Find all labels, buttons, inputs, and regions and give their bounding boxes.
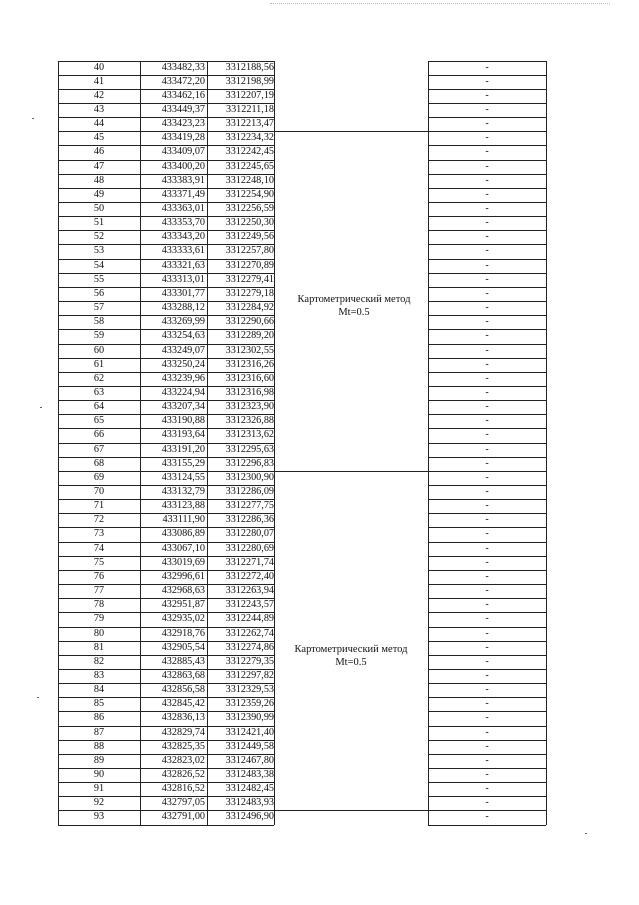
table-row xyxy=(0,75,639,89)
x-coordinate-cell: 433423,23 xyxy=(161,118,205,130)
y-coordinate-cell: 3312213,47 xyxy=(225,118,274,130)
table-row xyxy=(0,740,639,754)
table-row xyxy=(0,89,639,103)
point-number-cell: 42 xyxy=(93,89,105,101)
table-row xyxy=(0,796,639,810)
y-coordinate-cell: 3312289,20 xyxy=(225,330,274,342)
table-row xyxy=(0,372,639,386)
x-coordinate-cell: 432816,52 xyxy=(161,783,205,795)
y-coordinate-cell: 3312277,75 xyxy=(225,500,274,512)
x-coordinate-cell: 432856,58 xyxy=(161,684,205,696)
point-number-cell: 68 xyxy=(93,457,105,469)
y-coordinate-cell: 3312207,19 xyxy=(225,89,274,101)
y-coordinate-cell: 3312271,74 xyxy=(225,556,274,568)
x-coordinate-cell: 433301,77 xyxy=(161,287,205,299)
point-number-cell: 47 xyxy=(93,160,105,172)
y-coordinate-cell: 3312242,45 xyxy=(225,146,274,158)
value-cell: - xyxy=(485,287,489,299)
x-coordinate-cell: 433086,89 xyxy=(161,528,205,540)
point-number-cell: 72 xyxy=(93,514,105,526)
x-coordinate-cell: 433224,94 xyxy=(161,386,205,398)
point-number-cell: 45 xyxy=(93,132,105,144)
y-coordinate-cell: 3312211,18 xyxy=(225,103,274,115)
value-cell: - xyxy=(485,783,489,795)
x-coordinate-cell: 433249,07 xyxy=(161,344,205,356)
table-row xyxy=(0,117,639,131)
table-row xyxy=(0,344,639,358)
value-cell: - xyxy=(485,769,489,780)
value-cell: - xyxy=(485,386,489,398)
value-cell: - xyxy=(485,344,489,356)
table-row xyxy=(0,542,639,556)
value-cell: - xyxy=(485,570,489,582)
value-cell: - xyxy=(485,613,489,625)
x-coordinate-cell: 433449,37 xyxy=(161,103,205,115)
x-coordinate-cell: 433019,69 xyxy=(161,556,205,568)
value-cell: - xyxy=(485,103,489,115)
value-cell: - xyxy=(485,684,489,696)
y-coordinate-cell: 3312286,09 xyxy=(225,486,274,497)
x-coordinate-cell: 433288,12 xyxy=(161,302,205,314)
y-coordinate-cell: 3312262,74 xyxy=(225,627,274,639)
point-number-cell: 82 xyxy=(93,655,105,667)
table-row xyxy=(0,259,639,273)
y-coordinate-cell: 3312316,60 xyxy=(225,372,274,384)
point-number-cell: 71 xyxy=(93,500,105,512)
table-row xyxy=(0,782,639,796)
value-cell: - xyxy=(485,61,489,73)
y-coordinate-cell: 3312254,90 xyxy=(225,188,274,200)
y-coordinate-cell: 3312279,41 xyxy=(225,273,274,285)
table-row xyxy=(0,810,639,824)
point-number-cell: 52 xyxy=(93,231,105,243)
y-coordinate-cell: 3312274,86 xyxy=(225,641,274,653)
x-coordinate-cell: 433254,63 xyxy=(161,330,205,342)
value-cell: - xyxy=(485,471,489,483)
x-coordinate-cell: 432918,76 xyxy=(161,627,205,639)
y-coordinate-cell: 3312296,83 xyxy=(225,457,274,469)
point-number-cell: 85 xyxy=(93,698,105,710)
point-number-cell: 49 xyxy=(93,188,105,200)
value-cell: - xyxy=(485,217,489,229)
x-coordinate-cell: 433123,88 xyxy=(161,500,205,512)
point-number-cell: 70 xyxy=(93,486,105,497)
value-cell: - xyxy=(485,514,489,526)
y-coordinate-cell: 3312244,89 xyxy=(225,613,274,625)
y-coordinate-cell: 3312256,59 xyxy=(225,203,274,214)
table-row xyxy=(0,202,639,216)
x-coordinate-cell: 433383,91 xyxy=(161,174,205,186)
value-cell: - xyxy=(485,797,489,809)
x-coordinate-cell: 433462,16 xyxy=(161,89,205,101)
point-number-cell: 69 xyxy=(93,471,105,483)
point-number-cell: 46 xyxy=(93,146,105,158)
point-number-cell: 91 xyxy=(93,783,105,795)
value-cell: - xyxy=(485,146,489,158)
point-number-cell: 75 xyxy=(93,556,105,568)
value-cell: - xyxy=(485,811,489,823)
point-number-cell: 57 xyxy=(93,302,105,314)
value-cell: - xyxy=(485,528,489,540)
y-coordinate-cell: 3312248,10 xyxy=(225,174,274,186)
table-row xyxy=(0,711,639,725)
value-cell: - xyxy=(485,599,489,611)
x-coordinate-cell: 433269,99 xyxy=(161,316,205,328)
value-cell: - xyxy=(485,585,489,597)
value-cell: - xyxy=(485,203,489,214)
y-coordinate-cell: 3312280,07 xyxy=(225,528,274,540)
table-row xyxy=(0,400,639,414)
point-number-cell: 78 xyxy=(93,599,105,611)
x-coordinate-cell: 432797,05 xyxy=(161,797,205,809)
point-number-cell: 88 xyxy=(93,740,105,752)
y-coordinate-cell: 3312279,35 xyxy=(225,655,274,667)
y-coordinate-cell: 3312467,80 xyxy=(225,754,274,766)
table-row xyxy=(0,273,639,287)
x-coordinate-cell: 433239,96 xyxy=(161,372,205,384)
table-row xyxy=(0,457,639,471)
point-number-cell: 62 xyxy=(93,372,105,384)
y-coordinate-cell: 3312263,94 xyxy=(225,585,274,597)
table-row xyxy=(0,669,639,683)
value-cell: - xyxy=(485,740,489,752)
table-row xyxy=(0,414,639,428)
table-row xyxy=(0,570,639,584)
y-coordinate-cell: 3312359,26 xyxy=(225,698,274,710)
value-cell: - xyxy=(485,316,489,328)
y-coordinate-cell: 3312234,32 xyxy=(225,132,274,144)
value-cell: - xyxy=(485,655,489,667)
point-number-cell: 51 xyxy=(93,217,105,229)
y-coordinate-cell: 3312284,92 xyxy=(225,302,274,314)
value-cell: - xyxy=(485,669,489,681)
y-coordinate-cell: 3312316,98 xyxy=(225,386,274,398)
x-coordinate-cell: 433193,64 xyxy=(161,429,205,441)
y-coordinate-cell: 3312496,90 xyxy=(225,811,274,823)
point-number-cell: 79 xyxy=(93,613,105,625)
method-label-line1: Картометрический метод xyxy=(297,294,411,305)
point-number-cell: 84 xyxy=(93,684,105,696)
point-number-cell: 76 xyxy=(93,570,105,582)
x-coordinate-cell: 433132,79 xyxy=(161,486,205,497)
value-cell: - xyxy=(485,415,489,427)
method-label-line1: Картометрический метод xyxy=(294,644,408,655)
table-row xyxy=(0,145,639,159)
table-row xyxy=(0,174,639,188)
point-number-cell: 41 xyxy=(93,75,105,87)
y-coordinate-cell: 3312279,18 xyxy=(225,287,274,299)
x-coordinate-cell: 433353,70 xyxy=(161,217,205,229)
table-row xyxy=(0,216,639,230)
value-cell: - xyxy=(485,245,489,257)
point-number-cell: 64 xyxy=(93,401,105,413)
y-coordinate-cell: 3312483,38 xyxy=(225,769,274,780)
point-number-cell: 66 xyxy=(93,429,105,441)
point-number-cell: 86 xyxy=(93,712,105,724)
value-cell: - xyxy=(485,712,489,724)
value-cell: - xyxy=(485,89,489,101)
value-cell: - xyxy=(485,372,489,384)
table-row xyxy=(0,471,639,485)
table-row xyxy=(0,386,639,400)
x-coordinate-cell: 432996,61 xyxy=(161,570,205,582)
table-row xyxy=(0,485,639,499)
point-number-cell: 67 xyxy=(93,443,105,455)
value-cell: - xyxy=(485,627,489,639)
table-row xyxy=(0,513,639,527)
x-coordinate-cell: 433124,55 xyxy=(161,471,205,483)
table-row xyxy=(0,754,639,768)
table-row xyxy=(0,556,639,570)
y-coordinate-cell: 3312188,56 xyxy=(225,61,274,73)
x-coordinate-cell: 433371,49 xyxy=(161,188,205,200)
x-coordinate-cell: 433190,88 xyxy=(161,415,205,427)
x-coordinate-cell: 432823,02 xyxy=(161,754,205,766)
y-coordinate-cell: 3312270,89 xyxy=(225,259,274,271)
y-coordinate-cell: 3312449,58 xyxy=(225,740,274,752)
y-coordinate-cell: 3312326,88 xyxy=(225,415,274,427)
table-row xyxy=(0,627,639,641)
table-row xyxy=(0,244,639,258)
table-row xyxy=(0,230,639,244)
value-cell: - xyxy=(485,174,489,186)
value-cell: - xyxy=(485,457,489,469)
y-coordinate-cell: 3312249,56 xyxy=(225,231,274,243)
point-number-cell: 53 xyxy=(93,245,105,257)
value-cell: - xyxy=(485,188,489,200)
method-label-line2: Mt=0.5 xyxy=(335,657,367,668)
table-row xyxy=(0,428,639,442)
method-label-group-1 xyxy=(279,293,429,319)
x-coordinate-cell: 433111,90 xyxy=(162,514,205,526)
table-row xyxy=(0,598,639,612)
point-number-cell: 48 xyxy=(93,174,105,186)
y-coordinate-cell: 3312295,63 xyxy=(225,443,274,455)
x-coordinate-cell: 433482,33 xyxy=(161,61,205,73)
x-coordinate-cell: 432863,68 xyxy=(161,669,205,681)
value-cell: - xyxy=(485,556,489,568)
x-coordinate-cell: 432791,00 xyxy=(161,811,205,823)
x-coordinate-cell: 432836,13 xyxy=(161,712,205,724)
value-cell: - xyxy=(485,118,489,130)
point-number-cell: 61 xyxy=(93,358,105,370)
x-coordinate-cell: 433343,20 xyxy=(161,231,205,243)
table-row xyxy=(0,358,639,372)
value-cell: - xyxy=(485,429,489,441)
table-row xyxy=(0,726,639,740)
y-coordinate-cell: 3312329,53 xyxy=(225,684,274,696)
table-row xyxy=(0,131,639,145)
x-coordinate-cell: 433067,10 xyxy=(161,542,205,554)
x-coordinate-cell: 432951,87 xyxy=(161,599,205,611)
value-cell: - xyxy=(485,259,489,271)
table-row xyxy=(0,683,639,697)
table-row xyxy=(0,61,639,75)
table-row xyxy=(0,768,639,782)
x-coordinate-cell: 432968,63 xyxy=(161,585,205,597)
x-coordinate-cell: 433313,01 xyxy=(161,273,205,285)
value-cell: - xyxy=(485,542,489,554)
point-number-cell: 74 xyxy=(93,542,105,554)
x-coordinate-cell: 432935,02 xyxy=(161,613,205,625)
point-number-cell: 73 xyxy=(93,528,105,540)
value-cell: - xyxy=(485,698,489,710)
value-cell: - xyxy=(485,302,489,314)
x-coordinate-cell: 433250,24 xyxy=(161,358,205,370)
value-cell: - xyxy=(485,330,489,342)
point-number-cell: 56 xyxy=(93,287,105,299)
point-number-cell: 50 xyxy=(93,203,105,214)
point-number-cell: 54 xyxy=(93,259,105,271)
point-number-cell: 80 xyxy=(93,627,105,639)
point-number-cell: 44 xyxy=(93,118,105,130)
point-number-cell: 63 xyxy=(93,386,105,398)
x-coordinate-cell: 432885,43 xyxy=(161,655,205,667)
value-cell: - xyxy=(485,754,489,766)
x-coordinate-cell: 433155,29 xyxy=(161,457,205,469)
x-coordinate-cell: 433333,61 xyxy=(161,245,205,257)
value-cell: - xyxy=(485,273,489,285)
x-coordinate-cell: 433207,34 xyxy=(161,401,205,413)
x-coordinate-cell: 433400,20 xyxy=(161,160,205,172)
value-cell: - xyxy=(485,132,489,144)
point-number-cell: 83 xyxy=(93,669,105,681)
point-number-cell: 93 xyxy=(93,811,105,823)
x-coordinate-cell: 433321,63 xyxy=(161,259,205,271)
point-number-cell: 89 xyxy=(93,754,105,766)
y-coordinate-cell: 3312302,55 xyxy=(225,344,274,356)
x-coordinate-cell: 433191,20 xyxy=(161,443,205,455)
y-coordinate-cell: 3312257,80 xyxy=(225,245,274,257)
point-number-cell: 60 xyxy=(93,344,105,356)
point-number-cell: 81 xyxy=(93,641,105,653)
value-cell: - xyxy=(485,641,489,653)
value-cell: - xyxy=(485,160,489,172)
point-number-cell: 58 xyxy=(93,316,105,328)
y-coordinate-cell: 3312290,66 xyxy=(225,316,274,328)
value-cell: - xyxy=(485,443,489,455)
y-coordinate-cell: 3312272,40 xyxy=(225,570,274,582)
table-row xyxy=(0,584,639,598)
y-coordinate-cell: 3312280,69 xyxy=(225,542,274,554)
table-row xyxy=(0,329,639,343)
y-coordinate-cell: 3312421,40 xyxy=(225,726,274,738)
point-number-cell: 77 xyxy=(93,585,105,597)
x-coordinate-cell: 432826,52 xyxy=(161,769,205,780)
table-row xyxy=(0,188,639,202)
table-row xyxy=(0,160,639,174)
value-cell: - xyxy=(485,75,489,87)
x-coordinate-cell: 432825,35 xyxy=(161,740,205,752)
x-coordinate-cell: 432905,54 xyxy=(161,641,205,653)
x-coordinate-cell: 433472,20 xyxy=(161,75,205,87)
table-row xyxy=(0,499,639,513)
method-label-line2: Mt=0.5 xyxy=(338,307,370,318)
y-coordinate-cell: 3312243,57 xyxy=(225,599,274,611)
x-coordinate-cell: 433419,28 xyxy=(161,132,205,144)
table-row xyxy=(0,612,639,626)
y-coordinate-cell: 3312297,82 xyxy=(225,669,274,681)
y-coordinate-cell: 3312390,99 xyxy=(225,712,274,724)
point-number-cell: 90 xyxy=(93,769,105,780)
x-coordinate-cell: 432829,74 xyxy=(161,726,205,738)
value-cell: - xyxy=(485,231,489,243)
y-coordinate-cell: 3312300,90 xyxy=(225,471,274,483)
y-coordinate-cell: 3312316,26 xyxy=(225,358,274,370)
y-coordinate-cell: 3312323,90 xyxy=(225,401,274,413)
value-cell: - xyxy=(485,486,489,497)
point-number-cell: 43 xyxy=(93,103,105,115)
value-cell: - xyxy=(485,358,489,370)
y-coordinate-cell: 3312286,36 xyxy=(225,514,274,526)
table-row xyxy=(0,103,639,117)
y-coordinate-cell: 3312482,45 xyxy=(225,783,274,795)
point-number-cell: 87 xyxy=(93,726,105,738)
point-number-cell: 92 xyxy=(93,797,105,809)
table-row xyxy=(0,443,639,457)
y-coordinate-cell: 3312483,93 xyxy=(225,797,274,809)
table-row xyxy=(0,697,639,711)
point-number-cell: 40 xyxy=(93,61,105,73)
table-row xyxy=(0,527,639,541)
x-coordinate-cell: 432845,42 xyxy=(161,698,205,710)
x-coordinate-cell: 433409,07 xyxy=(161,146,205,158)
y-coordinate-cell: 3312313,62 xyxy=(225,429,274,441)
y-coordinate-cell: 3312198,99 xyxy=(225,75,274,87)
y-coordinate-cell: 3312250,30 xyxy=(225,217,274,229)
y-coordinate-cell: 3312245,65 xyxy=(225,160,274,172)
x-coordinate-cell: 433363,01 xyxy=(161,203,205,214)
value-cell: - xyxy=(485,726,489,738)
point-number-cell: 65 xyxy=(93,415,105,427)
point-number-cell: 55 xyxy=(93,273,105,285)
point-number-cell: 59 xyxy=(93,330,105,342)
method-label-group-2 xyxy=(276,643,426,669)
value-cell: - xyxy=(485,500,489,512)
value-cell: - xyxy=(485,401,489,413)
